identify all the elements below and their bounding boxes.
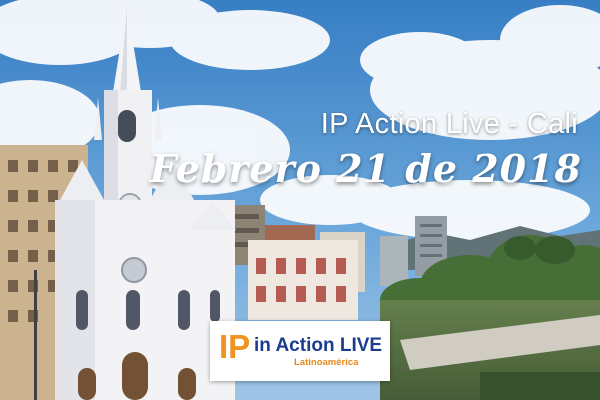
logo-subtitle: Latinoamérica (294, 357, 359, 368)
ip-in-action-live-logo (210, 321, 390, 381)
logo-mark: IP (219, 328, 251, 365)
event-title: IP Action Live - Cali (320, 108, 578, 140)
event-date: Febrero 21 de 2018 (149, 146, 582, 191)
logo-name: in Action LIVE (254, 335, 383, 356)
